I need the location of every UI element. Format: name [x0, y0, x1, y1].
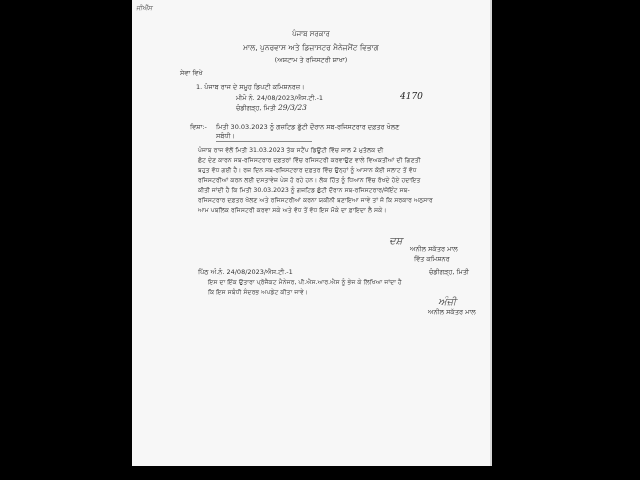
memo-date [236, 104, 307, 112]
addressee-line: 1. ਪੰਜਾਬ ਰਾਜ ਦੇ ਸਮੂਹ ਡਿਪਟੀ ਕਮਿਸ਼ਨਰਜ਼। [196, 83, 305, 91]
subject-line-1: ਮਿਤੀ 30.03.2023 ਨੂੰ ਗਜ਼ਟਿਡ ਛੁੱਟੀ ਦੌਰਾਨ ਸਬ-ਰਜਿਸਟਰਾਰ ਦਫ਼ਤਰ ਖੋਲਣ [216, 123, 400, 131]
handwritten-date: 29/3/23 [278, 103, 307, 112]
endorsement-place: ਚੰਡੀਗੜ੍ਹ, ਮਿਤੀ [429, 268, 469, 276]
forward-line-1: ਇਸ ਦਾ ਇੱਕ ਉਤਾਰਾ ਪ੍ਰੋਜੈਕਟ ਮੈਨੇਜਰ, ਪੀ.ਐਸ.ਆਰ.ਐਸ ਨੂੰ ਭੇਜ ਕੇ ਲਿਖਿਆ ਜਾਂਦਾ ਹੈ [208, 279, 402, 286]
header-department: ਮਾਲ, ਪੁਨਰਵਾਸ ਅਤੇ ਡਿਜ਼ਾਸਟਰ ਮੈਨੇਜਮੈਂਟ ਵਿਭਾਗ [243, 43, 379, 52]
handwritten-memo-number: 4170 [400, 92, 423, 102]
addressee-label: ਸੇਵਾ ਵਿਖੇ [180, 69, 203, 77]
subject-line-2: ਸਬੰਧੀ। [216, 132, 235, 140]
header-branch: (ਅਸ਼ਟਾਮ ਤੇ ਰਜਿਸਟਰੀ ਸ਼ਾਖਾ) [274, 56, 348, 64]
signatory-1-designation: ਵਿੱਤ ਕਮਿਸ਼ਨਰ [414, 255, 450, 263]
annexure-label: ਜੀਐੱਸ [136, 4, 153, 12]
header-government: ਪੰਜਾਬ ਸਰਕਾਰ [292, 30, 330, 38]
body-line: ਰਜਿਸਟਰਾਰ ਦਫ਼ਤਰ ਖੋਲਣ ਅਤੇ ਰਜਿਸਟਰੀਆਂ ਕਰਨਾ ਯਕੀਨੀ ਬਣਾਇਆ ਜਾਵੇ ਤਾਂ ਜੋ ਕਿ ਸਰਕਾਰ ਅਨੁਸਾਰ [198, 197, 433, 204]
body-line: ਬਹੁਤ ਵੱਧ ਗਈ ਹੈ। ਰਜ਼ ਦਿਨ ਸਬ-ਰਜਿਸਟਰਾਰ ਦਫ਼ਤਰ ਵਿੱਚ ਉਨ੍ਹਾਂ ਨੂੰ ਆਸਾਨ ਕੋਈ ਸਲਾਟ ਤੋਂ ਵੱਧ [198, 167, 417, 174]
page-edge [490, 0, 492, 466]
signatory-2-name: ਅਨੀਲ ਸਕੱਤਰ ਮਾਲ [428, 308, 476, 316]
subject-underline [216, 141, 312, 142]
subject-label: ਵਿਸ਼ਾ:- [190, 123, 207, 131]
body-line: ਛੋਟ ਦੇਣ ਕਾਰਨ ਸਬ-ਰਜਿਸਟਰਾਰ ਦਫ਼ਤਰਾਂ ਵਿੱਚ ਰਜਿਸਟਰੀ ਕਰਵਾਉਣ ਵਾਲੇ ਵਿਅਕਤੀਆਂ ਦੀ ਗਿਣਤੀ [198, 157, 421, 164]
signatory-1-name: ਅਨੀਲ ਸਕੱਤਰ ਮਾਲ [410, 245, 458, 253]
forward-line-2: ਕਿ ਇਸ ਸਬੰਧੀ ਸੰਦਰਭ ਅਪਡੇਟ ਕੀਤਾ ਜਾਵੇ। [208, 289, 309, 296]
body-line: ਪੰਜਾਬ ਰਾਜ ਵੱਲੋਂ ਮਿਤੀ 31.03.2023 ਤੱਕ ਸਟੈਂਪ ਡਿਊਟੀ ਵਿੱਚ ਸਾਲ 2 ਮੁਤੱਲਕ ਦੀ [198, 147, 384, 154]
body-line: ਆਮ ਪਬਲਿਕ ਰਜਿਸਟਰੀ ਕਰਵਾ ਸਕੇ ਅਤੇ ਵੱਧ ਤੋਂ ਵੱਧ ਇਸ ਮੌਕੇ ਦਾ ਫ਼ਾਇਦਾ ਲੈ ਸਕੇ। [198, 207, 387, 214]
endorsement-number: ਪਿੱਠ ਅੰ.ਨੰ. 24/08/2023/ਐਸ.ਟੀ.-1 [198, 268, 293, 276]
memo-number: ਮੀਮੋ ਨੰ. 24/08/2023/ਐਸ.ਟੀ.-1 [236, 94, 324, 102]
signature-2: ਅੰਜ਼ੀ [438, 297, 457, 308]
body-line: ਰਜਿਸਟਰੀਆਂ ਕਰਨ ਲਈ ਦਸਤਾਵੇਜ਼ ਪੇਸ਼ ਹੋ ਰਹੇ ਹਨ। ਲੋਕ ਹਿੱਤ ਨੂੰ ਧਿਆਨ ਵਿੱਚ ਰੱਖਦੇ ਹੋਏ ਹਦਾਇਤ [198, 177, 421, 184]
body-line: ਕੀਤੀ ਜਾਂਦੀ ਹੈ ਕਿ ਮਿਤੀ 30.03.2023 ਨੂੰ ਗਜ਼ਟਿਡ ਛੁੱਟੀ ਦੌਰਾਨ ਸਬ-ਰਜਿਸਟਰਾਰ/ਜੋਇੰਟ ਸਬ- [198, 187, 410, 194]
signature-1: ਦਸ਼ [389, 236, 403, 247]
document-page [132, 0, 490, 466]
date-label: ਚੰਡੀਗੜ੍ਹ, ਮਿਤੀ [236, 104, 276, 112]
